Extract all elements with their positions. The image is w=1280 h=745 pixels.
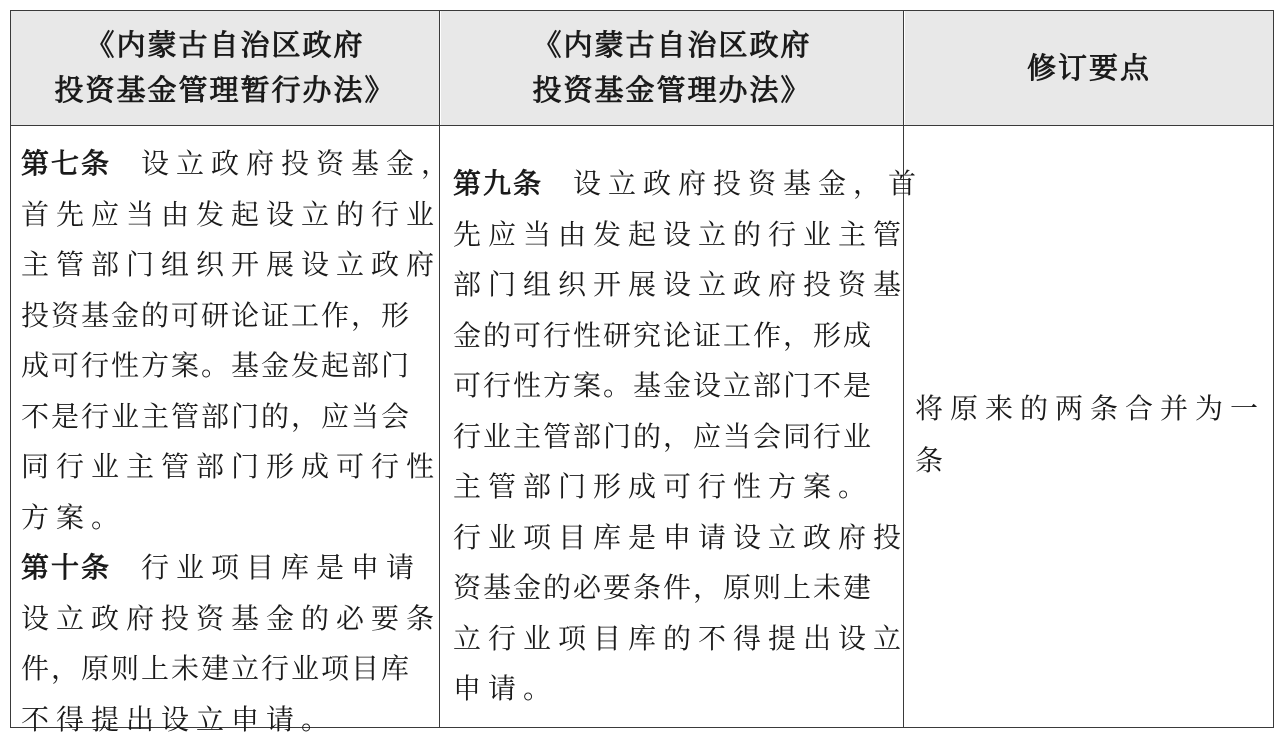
article-9-line: 先应当由发起设立的行业主管 — [453, 210, 895, 261]
comparison-table — [10, 10, 1274, 728]
old-regulation-cell — [21, 139, 431, 745]
notes-title: 修订要点 — [1027, 46, 1151, 91]
column-divider-2 — [903, 11, 904, 727]
article-10-label: 第十条 — [21, 551, 111, 584]
article-7-line: 成可行性方案。基金发起部门 — [21, 341, 431, 392]
article-9-line: 金的可行性研究论证工作，形成 — [453, 311, 895, 362]
article-7-line: 方案。 — [21, 493, 431, 544]
article-7-line: 不是行业主管部门的，应当会 — [21, 392, 431, 443]
old-title-line1: 《内蒙古自治区政府 — [54, 23, 395, 68]
revision-note-line: 条 — [915, 435, 1265, 487]
article-9-line: 部门组织开展设立政府投资基 — [453, 260, 895, 311]
article-9-line: 行业主管部门的，应当会同行业 — [453, 412, 895, 463]
article-10-line: 件，原则上未建立行业项目库 — [21, 644, 431, 695]
article-10-line: 行业项目库是申请 — [141, 551, 421, 584]
header-new-regulation — [441, 11, 903, 125]
article-7-line: 首先应当由发起设立的行业 — [21, 190, 431, 241]
new-title-line2: 投资基金管理办法》 — [532, 68, 811, 113]
article-7-line: 主管部门组织开展设立政府 — [21, 240, 431, 291]
article-9-line: 申请。 — [453, 664, 895, 715]
article-9-line: 立行业项目库的不得提出设立 — [453, 614, 895, 665]
article-10-line: 不得提出设立申请。 — [21, 695, 431, 745]
old-title-line2: 投资基金管理暂行办法》 — [54, 68, 395, 113]
article-9-line: 资基金的必要条件，原则上未建 — [453, 563, 895, 614]
article-7-line: 投资基金的可研论证工作，形 — [21, 291, 431, 342]
new-regulation-cell — [453, 159, 895, 715]
header-revision-notes — [905, 11, 1273, 125]
article-9-label: 第九条 — [453, 167, 543, 200]
article-9-line: 主管部门形成可行性方案。 — [453, 462, 895, 513]
article-9-line: 可行性方案。基金设立部门不是 — [453, 361, 895, 412]
article-10-line: 设立政府投资基金的必要条 — [21, 594, 431, 645]
revision-notes-cell — [915, 383, 1265, 487]
new-title-line1: 《内蒙古自治区政府 — [532, 23, 811, 68]
article-9-line: 设立政府投资基金，首 — [573, 167, 923, 200]
revision-note-line: 将原来的两条合并为一 — [915, 383, 1265, 435]
article-7-line: 设立政府投资基金， — [141, 147, 456, 180]
header-old-regulation — [11, 11, 439, 125]
article-7-line: 同行业主管部门形成可行性 — [21, 442, 431, 493]
header-divider — [11, 125, 1273, 126]
article-9-line: 行业项目库是申请设立政府投 — [453, 513, 895, 564]
article-7-label: 第七条 — [21, 147, 111, 180]
